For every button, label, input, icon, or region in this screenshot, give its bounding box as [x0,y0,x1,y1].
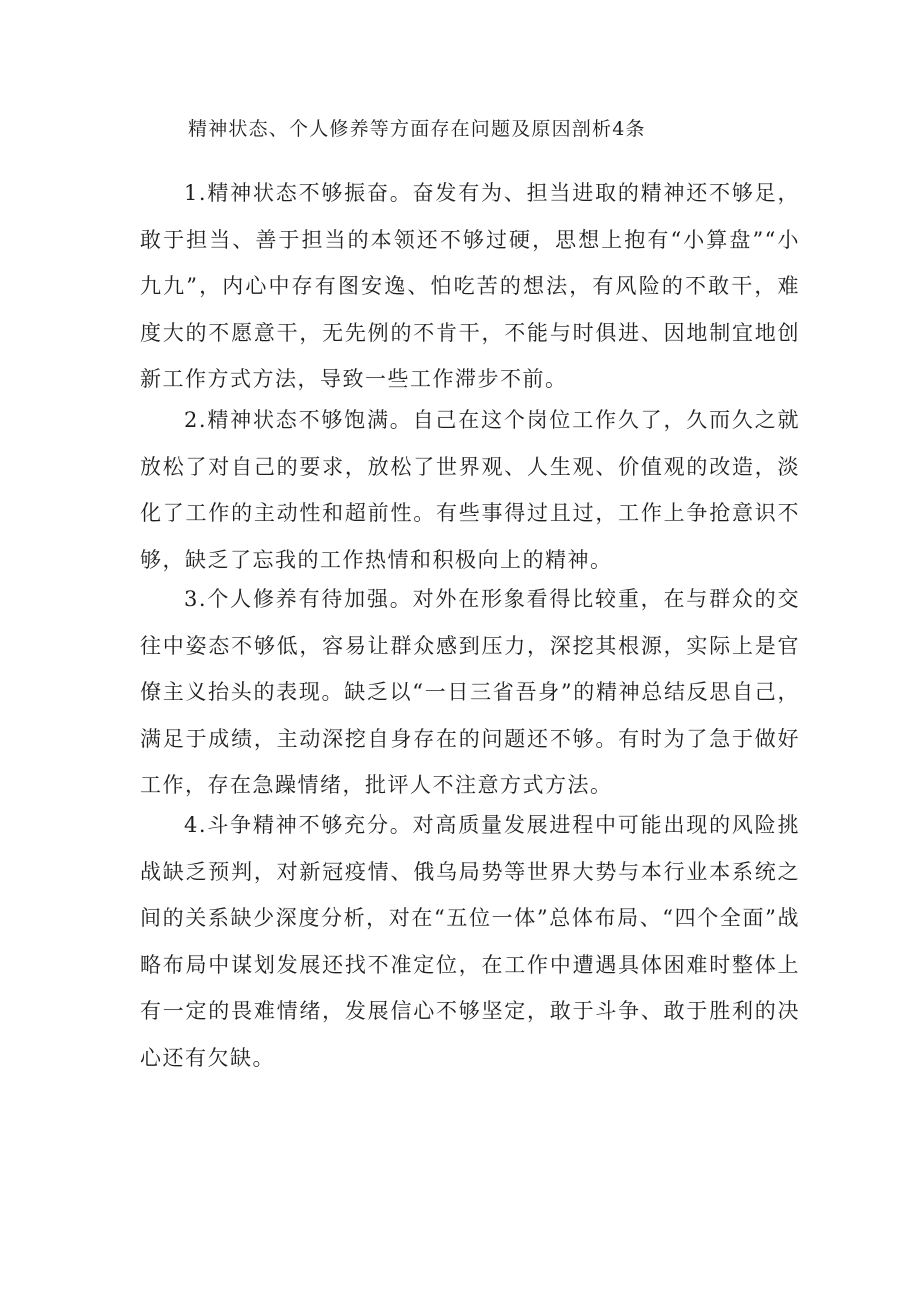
paragraph-2: 2.精神状态不够饱满。自己在这个岗位工作久了，久而久之就放松了对自己的要求，放松了世界观、人生观、价值观的改造，淡化了工作的主动性和超前性。有些事得过且过，工作上争抢意识不够，缺乏了忘我的工作热情和积极向上的精神。 [140,408,800,572]
paragraph-3: 3.个人修养有待加强。对外在形象看得比较重，在与群众的交往中姿态不够低，容易让群众感到压力，深挖其根源，实际上是官僚主义抬头的表现。缺乏以“一日三省吾身”的精神总结反思自己，满足于成绩，主动深挖自身存在的问题还不够。有时为了急于做好工作，存在急躁情绪，批评人不注意方式方法。 [140,587,800,797]
paragraph-1: 1.精神状态不够振奋。奋发有为、担当进取的精神还不够足，敢于担当、善于担当的本领还不够过硬，思想上抱有“小算盘”“小九九”，内心中存有图安逸、怕吃苦的想法，有风险的不敢干，难度大的不愿意干，无先例的不肯干，不能与时俱进、因地制宜地创新工作方式方法，导致一些工作滞步不前。 [140,181,800,391]
document-title: 精神状态、个人修养等方面存在问题及原因剖析4条 [188,118,646,140]
paragraph-4: 4.斗争精神不够充分。对高质量发展进程中可能出现的风险挑战缺乏预判，对新冠疫情、俄乌局势等世界大势与本行业本系统之间的关系缺少深度分析，对在“五位一体”总体布局、“四个全面”战略布局中谋划发展还找不准定位，在工作中遭遇具体困难时整体上有一定的畏难情绪，发展信心不够坚定，敢于斗争、敢于胜利的决心还有欠缺。 [140,813,800,1070]
